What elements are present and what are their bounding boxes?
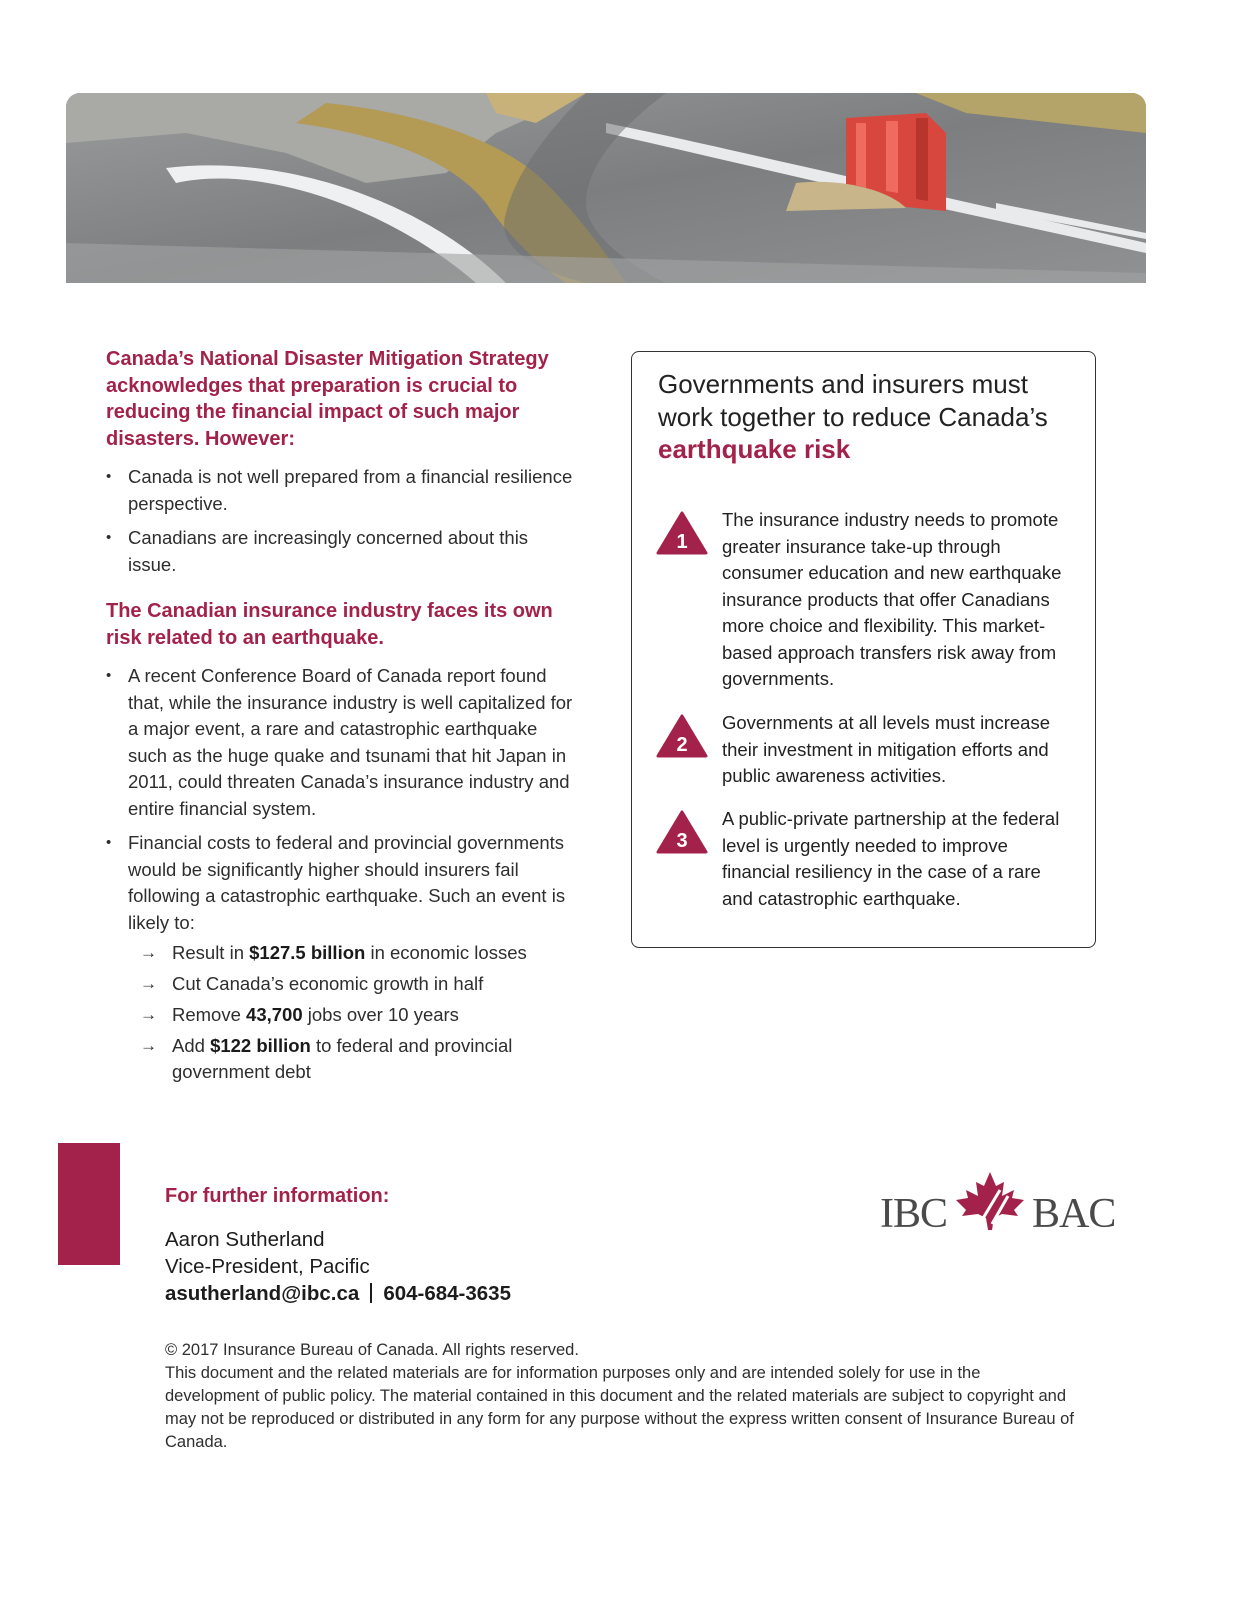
warning-triangle-icon	[656, 714, 708, 758]
contact-email-link[interactable]: asutherland@ibc.ca	[165, 1282, 360, 1305]
contact-title: For further information:	[165, 1185, 390, 1207]
impact-economic-growth: → Cut Canada’s economic growth in half	[128, 971, 581, 997]
impact-list	[128, 940, 581, 1085]
divider	[370, 1283, 372, 1303]
legal-notice	[165, 1339, 1075, 1454]
logo-text-ibc: IBC	[880, 1191, 948, 1237]
step-number: 2	[676, 734, 688, 756]
warning-triangle-icon	[656, 810, 708, 854]
callout-title: Governments and insurers must work together to reduce Canada’s earthquake risk	[658, 369, 1048, 464]
accent-bar	[58, 1143, 120, 1265]
jobs-value: 43,700	[246, 1004, 303, 1025]
cracked-road-illustration	[66, 93, 1146, 283]
warning-triangle-icon	[656, 511, 708, 555]
earthquake-risk-callout-box	[631, 351, 1096, 948]
financial-costs-text: Financial costs to federal and provincial governments would be significantly higher should insurers fail following a catastrophic earthquake. Such an event is likely to:	[128, 832, 566, 933]
arrow-right-icon: →	[140, 1036, 157, 1055]
contact-details	[165, 1280, 665, 1307]
step-1-text: The insurance industry needs to promote greater insurance take-up through consumer education and new earthquake insurance products that offer Canadians more choice and flexibility. This market-based approach transfers risk away from governments.	[722, 509, 1062, 689]
bullet-canadians-concerned: • Canadians are increasingly concerned about this issue.	[106, 525, 581, 578]
contact-phone[interactable]: 604-684-3635	[383, 1282, 511, 1305]
callout-title-highlight: earthquake risk	[658, 434, 851, 464]
left-column	[106, 346, 581, 1093]
industry-risk-bullets	[106, 663, 581, 1085]
step-2-text: Governments at all levels must increase their investment in mitigation efforts and public awareness activities.	[722, 712, 1050, 786]
maple-leaf-icon	[952, 1170, 1028, 1232]
impact-economic-losses: → Result in $127.5 billion in economic losses	[128, 940, 581, 966]
logo-text-bac: BAC	[1032, 1191, 1116, 1237]
bullet-not-prepared: • Canada is not well prepared from a financial resilience perspective.	[106, 464, 581, 517]
impact-government-debt: → Add $122 billion to federal and provincial government debt	[140, 1035, 513, 1082]
contact-role: Vice-President, Pacific	[165, 1255, 370, 1278]
contact-name: Aaron Sutherland	[165, 1228, 325, 1251]
arrow-right-icon: →	[140, 974, 157, 993]
contact-block	[165, 1182, 665, 1307]
industry-risk-heading: The Canadian insurance industry faces its own risk related to an earthquake.	[106, 600, 553, 649]
bullet-conference-board-report: • A recent Conference Board of Canada report found that, while the insurance industry is well capitalized for a major event, a rare and catastrophic earthquake such as the huge quake and tsunami that hit Japan in 2011, could threaten Canada’s insurance industry and entire financial system.	[106, 663, 581, 822]
preparedness-bullets	[106, 464, 581, 578]
disclaimer-text: This document and the related materials are for information purposes only and are intended solely for use in the development of public policy. The material contained in this document and the related materials are subject to copyright and may not be reproduced or distributed in any form for any purpose without the express written consent of Insurance Bureau of Canada.	[165, 1364, 1074, 1451]
mitigation-strategy-heading: Canada’s National Disaster Mitigation Strategy acknowledges that preparation is crucial to reducing the financial impact of such major disasters. However:	[106, 348, 549, 450]
copyright-line: © 2017 Insurance Bureau of Canada. All rights reserved.	[165, 1341, 579, 1359]
step-3-text: A public-private partnership at the federal level is urgently needed to improve financial resiliency in the case of a rare and catastrophic earthquake.	[722, 808, 1060, 909]
step-number: 3	[676, 830, 688, 852]
government-debt-value: $122 billion	[210, 1035, 311, 1056]
hero-photo-cracked-road	[66, 93, 1146, 283]
impact-jobs: → Remove 43,700 jobs over 10 years	[128, 1002, 581, 1028]
arrow-right-icon: →	[140, 943, 157, 962]
ibc-bac-logo	[880, 1170, 1116, 1237]
bullet-financial-costs	[106, 830, 581, 1085]
economic-losses-value: $127.5 billion	[249, 942, 366, 963]
arrow-right-icon: →	[140, 1005, 157, 1024]
step-number: 1	[676, 531, 688, 553]
